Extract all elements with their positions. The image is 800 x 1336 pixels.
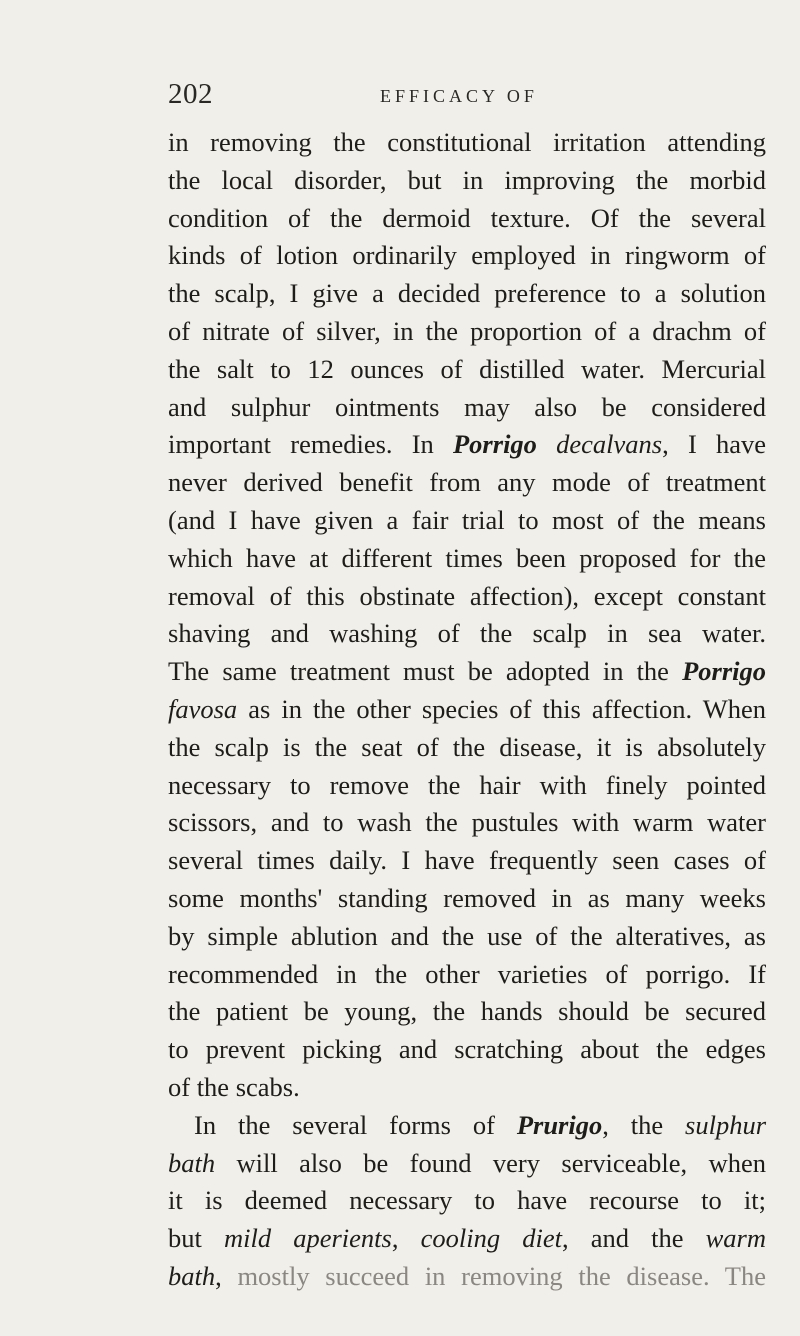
text-line bbox=[168, 502, 766, 540]
text-run: In the several forms of bbox=[194, 1109, 517, 1140]
text-line bbox=[168, 842, 766, 880]
text-line bbox=[168, 351, 766, 389]
text-line bbox=[168, 691, 766, 729]
italic-term: Porrigo bbox=[453, 429, 537, 460]
text-line bbox=[168, 200, 766, 238]
italic-term: warm bbox=[705, 1223, 767, 1254]
text-run: it is deemed necessary to have recourse to it; bbox=[168, 1185, 766, 1216]
italic-term: Porrigo bbox=[682, 656, 766, 687]
text-run: removal of this obstinate affection), except constant bbox=[168, 580, 766, 611]
text-line bbox=[168, 804, 766, 842]
text-line bbox=[168, 1220, 766, 1258]
text-line bbox=[168, 767, 766, 805]
running-title: EFFICACY OF bbox=[380, 86, 538, 106]
text-line bbox=[168, 275, 766, 313]
text-line bbox=[168, 1107, 766, 1145]
italic-term: bath bbox=[168, 1147, 216, 1178]
italic-term: bath bbox=[168, 1260, 216, 1291]
text-line bbox=[168, 653, 766, 691]
text-run: and sulphur ointments may also be considered bbox=[168, 391, 766, 422]
text-run: condition of the dermoid texture. Of the several bbox=[168, 202, 766, 233]
text-run: which have at different times been proposed for the bbox=[168, 542, 766, 573]
text-line bbox=[168, 237, 766, 275]
text-run: (and I have given a fair trial to most of the means bbox=[168, 504, 766, 535]
text-line bbox=[168, 1069, 766, 1107]
text-run: to prevent picking and scratching about the edges bbox=[168, 1034, 766, 1065]
italic-term: Prurigo bbox=[516, 1109, 603, 1140]
text-run: , and the bbox=[561, 1223, 706, 1254]
italic-term: mild aperients bbox=[224, 1223, 392, 1254]
text-run: recommended in the other varieties of porrigo. If bbox=[168, 958, 766, 989]
text-run: , bbox=[215, 1260, 238, 1291]
text-run: in removing the constitutional irritation attending bbox=[168, 127, 766, 157]
text-line bbox=[168, 1031, 766, 1069]
text-run: as in the other species of this affection. When bbox=[237, 693, 766, 724]
text-run: the scalp is the seat of the disease, it is absolutely bbox=[168, 731, 766, 762]
text-line bbox=[168, 1182, 766, 1220]
text-line bbox=[168, 124, 766, 162]
page-header bbox=[168, 78, 768, 118]
text-line bbox=[168, 880, 766, 918]
text-line bbox=[168, 426, 766, 464]
text-run: but bbox=[168, 1223, 224, 1254]
text-run: will also be found very serviceable, when bbox=[215, 1147, 766, 1178]
text-line bbox=[168, 389, 766, 427]
text-run: the salt to 12 ounces of distilled water. Mercurial bbox=[168, 353, 766, 384]
text-line bbox=[168, 1145, 766, 1183]
text-run: kinds of lotion ordinarily employed in ringworm of bbox=[168, 240, 766, 271]
text-line bbox=[168, 162, 766, 200]
page-number: 202 bbox=[168, 78, 213, 110]
text-run: important remedies. In bbox=[168, 429, 453, 460]
text-run: , bbox=[391, 1223, 421, 1254]
italic-term: sulphur bbox=[685, 1109, 767, 1140]
text-line bbox=[168, 615, 766, 653]
faded-text: mostly succeed in removing the disease. The bbox=[237, 1260, 766, 1291]
text-run: the scalp, I give a decided preference to a solution bbox=[168, 278, 766, 309]
text-run: by simple ablution and the use of the alteratives, as bbox=[168, 920, 766, 951]
text-line bbox=[168, 993, 766, 1031]
italic-term: favosa bbox=[168, 693, 238, 724]
text-line bbox=[168, 313, 766, 351]
text-line bbox=[168, 729, 766, 767]
body-text bbox=[168, 124, 766, 1296]
text-line bbox=[168, 918, 766, 956]
text-run bbox=[537, 429, 556, 459]
text-run: never derived benefit from any mode of treatment bbox=[168, 467, 766, 498]
text-run: some months' standing removed in as many weeks bbox=[168, 882, 766, 913]
text-run: of the scabs. bbox=[168, 1071, 300, 1102]
text-run: shaving and washing of the scalp in sea water. bbox=[168, 618, 766, 649]
text-run: of nitrate of silver, in the proportion of a drachm of bbox=[168, 315, 766, 346]
text-run: scissors, and to wash the pustules with warm water bbox=[168, 807, 766, 838]
text-run: the patient be young, the hands should be secured bbox=[168, 996, 766, 1027]
text-line bbox=[168, 540, 766, 578]
text-run: , the bbox=[602, 1109, 686, 1140]
italic-term: decalvans bbox=[556, 429, 663, 460]
text-run: , I have bbox=[662, 429, 766, 460]
italic-term: cooling diet bbox=[420, 1223, 562, 1254]
text-line bbox=[168, 956, 766, 994]
text-run: several times daily. I have frequently seen cases of bbox=[168, 845, 766, 876]
text-run: the local disorder, but in improving the morbid bbox=[168, 164, 766, 195]
text-run: The same treatment must be adopted in the bbox=[168, 656, 683, 687]
text-line bbox=[168, 464, 766, 502]
text-run: necessary to remove the hair with finely pointed bbox=[168, 769, 766, 800]
text-line bbox=[168, 1258, 766, 1296]
text-line bbox=[168, 578, 766, 616]
